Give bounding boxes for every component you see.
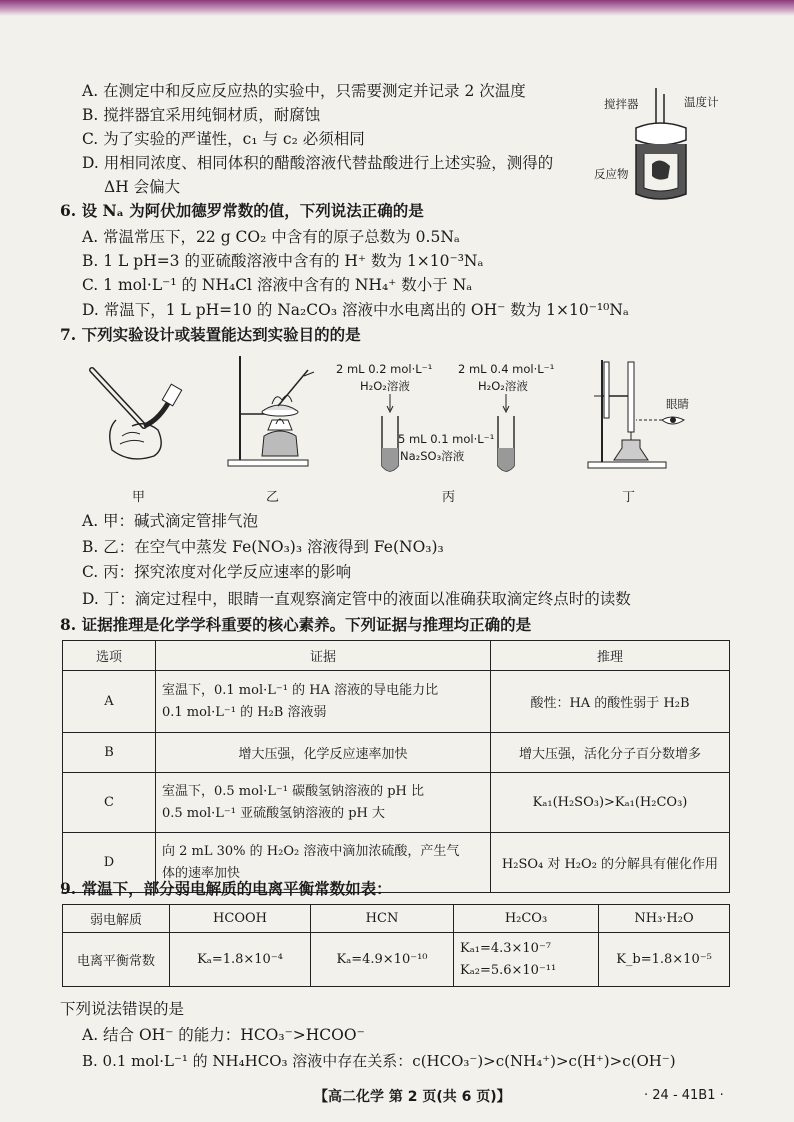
q7-stem: 7. 下列实验设计或装置能达到实验目的的是 xyxy=(60,325,361,344)
label-tube-bottom-conc: 5 mL 0.1 mol·L⁻¹ xyxy=(398,432,495,446)
q8-table xyxy=(62,640,730,893)
q8-row-c-evidence: 室温下，0.5 mol·L⁻¹ 碳酸氢钠溶液的 pH 比 0.5 mol·L⁻¹ 亚硫酸氢钠溶液的 pH 大 xyxy=(156,773,491,833)
q6-option-c: C. 1 mol·L⁻¹ 的 NH₄Cl 溶液中含有的 NH₄⁺ 数小于 Nₐ xyxy=(82,276,473,294)
label-tube2-h2o2: H₂O₂溶液 xyxy=(478,379,528,393)
q8-row-b-reasoning: 增大压强，活化分子百分数增多 xyxy=(491,733,730,773)
table-row xyxy=(63,733,730,773)
q8-row-d-reasoning: H₂SO₄ 对 H₂O₂ 的分解具有催化作用 xyxy=(491,833,730,893)
q9-table xyxy=(62,904,730,987)
q8-row-a-evidence: 室温下，0.1 mol·L⁻¹ 的 HA 溶液的导电能力比 0.1 mol·L⁻¹ 的 H₂B 溶液弱 xyxy=(156,671,491,733)
q8-header-evidence: 证据 xyxy=(156,641,491,671)
label-ding: 丁 xyxy=(622,490,636,505)
q8-row-d-evidence: 向 2 mL 30% 的 H₂O₂ 溶液中滴加浓硫酸，产生气 体的速率加快 xyxy=(156,833,491,893)
q9-header-h2co3: H₂CO₃ xyxy=(454,905,599,933)
q7-option-a: A. 甲：碱式滴定管排气泡 xyxy=(82,512,259,530)
q9-value-h2co3: Kₐ₁=4.3×10⁻⁷ Kₐ₂=5.6×10⁻¹¹ xyxy=(454,933,599,987)
q5-option-a: A. 在测定中和反应反应热的实验中，只需要测定并记录 2 次温度 xyxy=(82,82,526,100)
q9-value-hcn: Kₐ=4.9×10⁻¹⁰ xyxy=(311,933,454,987)
label-stirrer: 搅拌器 xyxy=(604,97,639,111)
q6-stem: 6. 设 Nₐ 为阿伏加德罗常数的值，下列说法正确的是 xyxy=(60,201,424,220)
q8-row-a-reasoning: 酸性：HA 的酸性弱于 H₂B xyxy=(491,671,730,733)
q8-row-b-option: B xyxy=(63,733,156,773)
q5-option-d: D. 用相同浓度、相同体积的醋酸溶液代替盐酸进行上述实验，测得的 xyxy=(82,154,554,172)
q9-value-hcooh: Kₐ=1.8×10⁻⁴ xyxy=(170,933,311,987)
q5-option-d-cont: ΔH 会偏大 xyxy=(104,178,181,196)
q6-option-d: D. 常温下，1 L pH=10 的 Na₂CO₃ 溶液中水电离出的 OH⁻ 数为 1×10⁻¹⁰Nₐ xyxy=(82,301,629,319)
label-tube1-h2o2: H₂O₂溶液 xyxy=(360,379,410,393)
page-code: · 24 - 41B1 · xyxy=(644,1088,724,1103)
q6-option-a: A. 常温常压下，22 g CO₂ 中含有的原子总数为 0.5Nₐ xyxy=(82,228,460,246)
q9-value-nh3h2o: K_b=1.8×10⁻⁵ xyxy=(599,933,730,987)
q9-row-label: 电离平衡常数 xyxy=(63,933,170,987)
q8-stem: 8. 证据推理是化学学科重要的核心素养。下列证据与推理均正确的是 xyxy=(60,615,532,634)
top-edge-band xyxy=(0,0,794,16)
table-row xyxy=(63,933,730,987)
q8-row-c-option: C xyxy=(63,773,156,833)
q9-option-b: B. 0.1 mol·L⁻¹ 的 NH₄HCO₃ 溶液中存在关系：c(HCO₃⁻)>c(NH₄⁺)>c(H⁺)>c(OH⁻) xyxy=(82,1052,676,1070)
q9-header-electrolyte: 弱电解质 xyxy=(63,905,170,933)
q8-row-b-evidence: 增大压强，化学反应速率加快 xyxy=(156,733,491,773)
q9-after-text: 下列说法错误的是 xyxy=(60,1000,185,1018)
q9-stem: 9. 常温下，部分弱电解质的电离平衡常数如表： xyxy=(60,879,392,898)
label-eye: 眼睛 xyxy=(666,397,689,411)
q5-option-b: B. 搅拌器宜采用纯铜材质，耐腐蚀 xyxy=(82,106,321,124)
label-bing: 丙 xyxy=(442,490,456,505)
q7-option-d: D. 丁：滴定过程中，眼睛一直观察滴定管中的液面以准确获取滴定终点时的读数 xyxy=(82,590,631,608)
q9-header-hcooh: HCOOH xyxy=(170,905,311,933)
q7-option-c: C. 丙：探究浓度对化学反应速率的影响 xyxy=(82,563,352,581)
q8-row-d-option: D xyxy=(63,833,156,893)
label-thermometer: 温度计 xyxy=(684,95,719,109)
figure-ding-titration xyxy=(584,356,704,474)
q7-option-b: B. 乙：在空气中蒸发 Fe(NO₃)₃ 溶液得到 Fe(NO₃)₃ xyxy=(82,538,444,556)
q8-header-reasoning: 推理 xyxy=(491,641,730,671)
figure-yi-evaporation xyxy=(218,352,328,472)
q8-row-c-reasoning: Kₐ₁(H₂SO₃)>Kₐ₁(H₂CO₃) xyxy=(491,773,730,833)
table-row xyxy=(63,671,730,733)
label-tube2-conc: 2 mL 0.4 mol·L⁻¹ xyxy=(458,362,555,376)
q8-row-a-option: A xyxy=(63,671,156,733)
label-yi: 乙 xyxy=(266,490,280,505)
q9-option-a: A. 结合 OH⁻ 的能力：HCO₃⁻>HCOO⁻ xyxy=(82,1026,365,1044)
label-tube-bottom-na2so3: Na₂SO₃溶液 xyxy=(400,449,465,463)
q8-header-option: 选项 xyxy=(63,641,156,671)
q9-header-hcn: HCN xyxy=(311,905,454,933)
label-jia: 甲 xyxy=(132,490,146,505)
q9-header-nh3h2o: NH₃·H₂O xyxy=(599,905,730,933)
label-reactant: 反应物 xyxy=(594,167,629,181)
figure-jia-burette-hand xyxy=(86,360,196,470)
label-tube1-conc: 2 mL 0.2 mol·L⁻¹ xyxy=(336,362,433,376)
page-footer: 【高二化学 第 2 页(共 6 页)】 xyxy=(314,1089,511,1105)
q5-option-c: C. 为了实验的严谨性，c₁ 与 c₂ 必须相同 xyxy=(82,130,365,148)
q6-option-b: B. 1 L pH=3 的亚硫酸溶液中含有的 H⁺ 数为 1×10⁻³Nₐ xyxy=(82,252,484,270)
table-row xyxy=(63,773,730,833)
